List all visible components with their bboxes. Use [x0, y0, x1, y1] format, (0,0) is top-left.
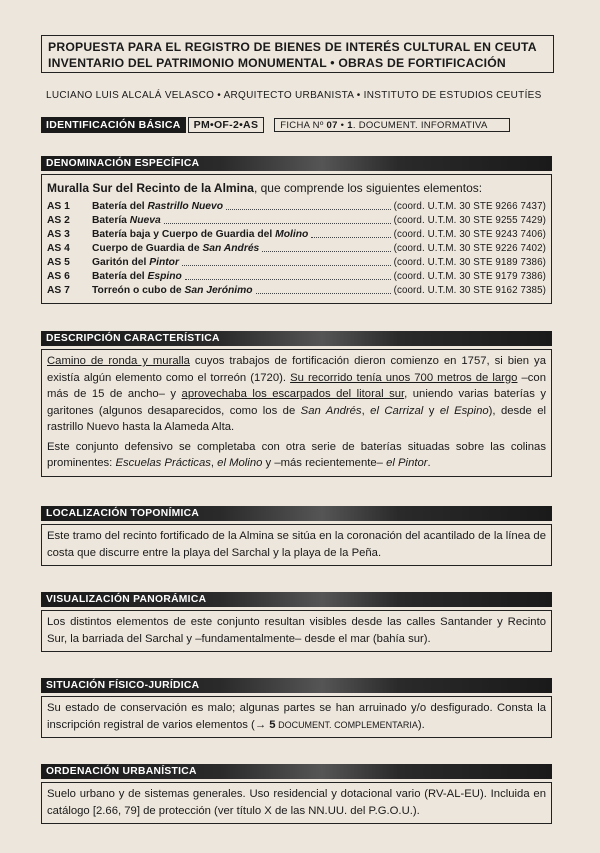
element-name-b: Espino: [147, 271, 182, 282]
element-name-a: Batería: [92, 215, 130, 226]
element-name-b: Nueva: [129, 215, 161, 226]
descripcion-paragraph-2: [47, 439, 546, 472]
elements-list: [47, 200, 546, 298]
element-coord: (coord. U.T.M. 30 STE 9179 7386): [393, 271, 546, 282]
ficha-number: 07: [326, 120, 338, 131]
element-code: AS 5: [47, 257, 70, 268]
desc-text: ,: [361, 404, 371, 417]
desc-text: aprovechaba los escarpados del litoral sur: [181, 388, 405, 400]
element-code: AS 4: [47, 243, 70, 254]
element-row: [47, 270, 546, 284]
desc-text: cuyos trabajos de fortificación dieron comienzo en 1757, si bien ya existía algún elemento como el torreón (1720).: [47, 355, 546, 384]
ficha-prefix: FICHA Nº: [280, 120, 327, 131]
element-name-b: Pintor: [149, 257, 179, 268]
situacion-text-a: Su estado de conservación es malo; algunas partes se han arruinado y/o desfigurado. Consta la inscripción registral de varios elementos (→: [47, 702, 546, 731]
section-box-situacion: [41, 696, 552, 738]
desc-text: el Molino: [217, 457, 263, 469]
identification-code: PM•OF-2•AS: [188, 117, 265, 133]
situacion-text: [47, 700, 546, 733]
section-heading-denominacion: DENOMINACIÓN ESPECÍFICA: [41, 156, 552, 171]
ficha-separator: •: [337, 120, 348, 131]
desc-text: ), desde el rastrillo Nuevo hasta la Alameda Alta.: [47, 404, 546, 433]
section-heading-localizacion: LOCALIZACIÓN TOPONÍMICA: [41, 506, 552, 521]
ficha-suffix: . DOCUMENT. INFORMATIVA: [352, 120, 488, 131]
desc-text: Su recorrido tenía unos 700 metros de largo: [290, 371, 518, 384]
visualizacion-text: Los distintos elementos de este conjunto resultan visibles desde las calles Santander y Recinto Sur, la barriada del Sarchal y –fundamentalmente– desde el mar (bahía sur).: [47, 616, 546, 645]
element-name: [92, 214, 161, 228]
denominacion-intro-rest: , que comprende los siguientes elementos:: [253, 181, 483, 195]
element-name-a: Batería del: [92, 271, 148, 282]
desc-text: el Espino: [439, 404, 489, 417]
element-row: [47, 256, 546, 270]
desc-text: Camino de ronda y muralla: [47, 355, 190, 367]
element-name-b: Rastrillo Nuevo: [147, 201, 224, 212]
situacion-ref-number: 5: [269, 718, 276, 731]
element-name-a: Batería baja y Cuerpo de Guardia del: [92, 229, 276, 240]
element-name-a: Torreón o cubo de: [92, 285, 185, 296]
element-row: [47, 284, 546, 298]
element-coord: (coord. U.T.M. 30 STE 9162 7385): [393, 285, 546, 296]
element-row: [47, 242, 546, 256]
element-code: AS 3: [47, 229, 70, 240]
element-row: [47, 200, 546, 214]
dot-leader: [311, 228, 390, 238]
element-name: [92, 228, 308, 242]
ficha-part: 1: [347, 120, 353, 131]
section-heading-ordenacion: ORDENACIÓN URBANÍSTICA: [41, 764, 552, 779]
situacion-ref-text: DOCUMENT. COMPLEMENTARIA: [275, 719, 418, 730]
section-box-denominacion: [41, 174, 552, 304]
element-name: [92, 256, 179, 270]
element-name-a: Cuerpo de Guardia de: [92, 243, 203, 254]
element-name: [92, 270, 182, 284]
identification-label: IDENTIFICACIÓN BÁSICA: [41, 117, 186, 133]
descripcion-paragraph-1: [47, 353, 546, 436]
element-name-b: San Jerónimo: [184, 285, 253, 296]
element-name: [92, 200, 223, 214]
element-name: [92, 242, 259, 256]
identification-row: [41, 117, 510, 133]
element-name-a: Garitón del: [92, 257, 150, 268]
element-name-a: Batería del: [92, 201, 148, 212]
section-heading-descripcion: DESCRIPCIÓN CARACTERÍSTICA: [41, 331, 552, 346]
section-box-localizacion: [41, 524, 552, 566]
desc-text: y: [423, 404, 440, 417]
desc-text: Escuelas Prácticas: [115, 457, 211, 469]
element-coord: (coord. U.T.M. 30 STE 9189 7386): [393, 257, 546, 268]
element-code: AS 6: [47, 271, 70, 282]
authors-line: LUCIANO LUIS ALCALÁ VELASCO • ARQUITECTO URBANISTA • INSTITUTO DE ESTUDIOS CEUTÍES: [46, 90, 542, 101]
desc-text: .: [427, 457, 431, 469]
desc-text: el Carrizal: [370, 404, 424, 417]
element-coord: (coord. U.T.M. 30 STE 9266 7437): [393, 201, 546, 212]
localizacion-text: Este tramo del recinto fortificado de la Almina se sitúa en la coronación del acantilado de la línea de costa que discurre entre la playa del Sarchal y la playa de la Peña.: [47, 530, 546, 559]
desc-text: el Pintor: [386, 457, 428, 469]
desc-text: y –más recientemente–: [262, 457, 387, 469]
title-box: [41, 35, 554, 73]
title-line-1: PROPUESTA PARA EL REGISTRO DE BIENES DE INTERÉS CULTURAL EN CEUTA: [48, 40, 537, 54]
title-line-2: INVENTARIO DEL PATRIMONIO MONUMENTAL • OBRAS DE FORTIFICACIÓN: [48, 56, 506, 70]
dot-leader: [256, 284, 391, 294]
element-name: [92, 284, 253, 298]
dot-leader: [182, 256, 391, 266]
dot-leader: [262, 242, 390, 252]
situacion-text-b: ).: [417, 718, 425, 731]
element-code: AS 2: [47, 215, 70, 226]
section-box-descripcion: [41, 349, 552, 477]
denominacion-intro-bold: Muralla Sur del Recinto de la Almina: [47, 181, 254, 195]
desc-text: , uniendo varias baterías y garitones (algunos desaparecidos, como los de: [47, 388, 546, 417]
element-row: [47, 214, 546, 228]
section-box-visualizacion: [41, 610, 552, 652]
element-coord: (coord. U.T.M. 30 STE 9226 7402): [393, 243, 546, 254]
desc-text: Este conjunto defensivo se completaba con otra serie de baterías situadas sobre las colinas prominentes:: [47, 440, 546, 469]
element-name-b: San Andrés: [202, 243, 260, 254]
element-row: [47, 228, 546, 242]
element-code: AS 7: [47, 285, 70, 296]
denominacion-intro: [47, 180, 546, 197]
element-code: AS 1: [47, 201, 70, 212]
desc-text: –con más de 15 de ancho– y: [47, 371, 546, 400]
ficha-reference: [274, 118, 510, 132]
section-heading-situacion: SITUACIÓN FÍSICO-JURÍDICA: [41, 678, 552, 693]
element-coord: (coord. U.T.M. 30 STE 9243 7406): [393, 229, 546, 240]
section-box-ordenacion: [41, 782, 552, 824]
dot-leader: [226, 200, 391, 210]
dot-leader: [185, 270, 391, 280]
desc-text: ,: [210, 457, 218, 469]
desc-text: San Andrés: [300, 404, 362, 417]
element-coord: (coord. U.T.M. 30 STE 9255 7429): [393, 215, 546, 226]
ordenacion-text: Suelo urbano y de sistemas generales. Uso residencial y dotacional vario (RV-AL-EU). Incluida en catálogo [2.66, 79] de protección (ver título X de las NN.UU. del P.G.O.U.).: [47, 788, 546, 817]
section-heading-visualizacion: VISUALIZACIÓN PANORÁMICA: [41, 592, 552, 607]
dot-leader: [164, 214, 391, 224]
element-name-b: Molino: [275, 229, 309, 240]
